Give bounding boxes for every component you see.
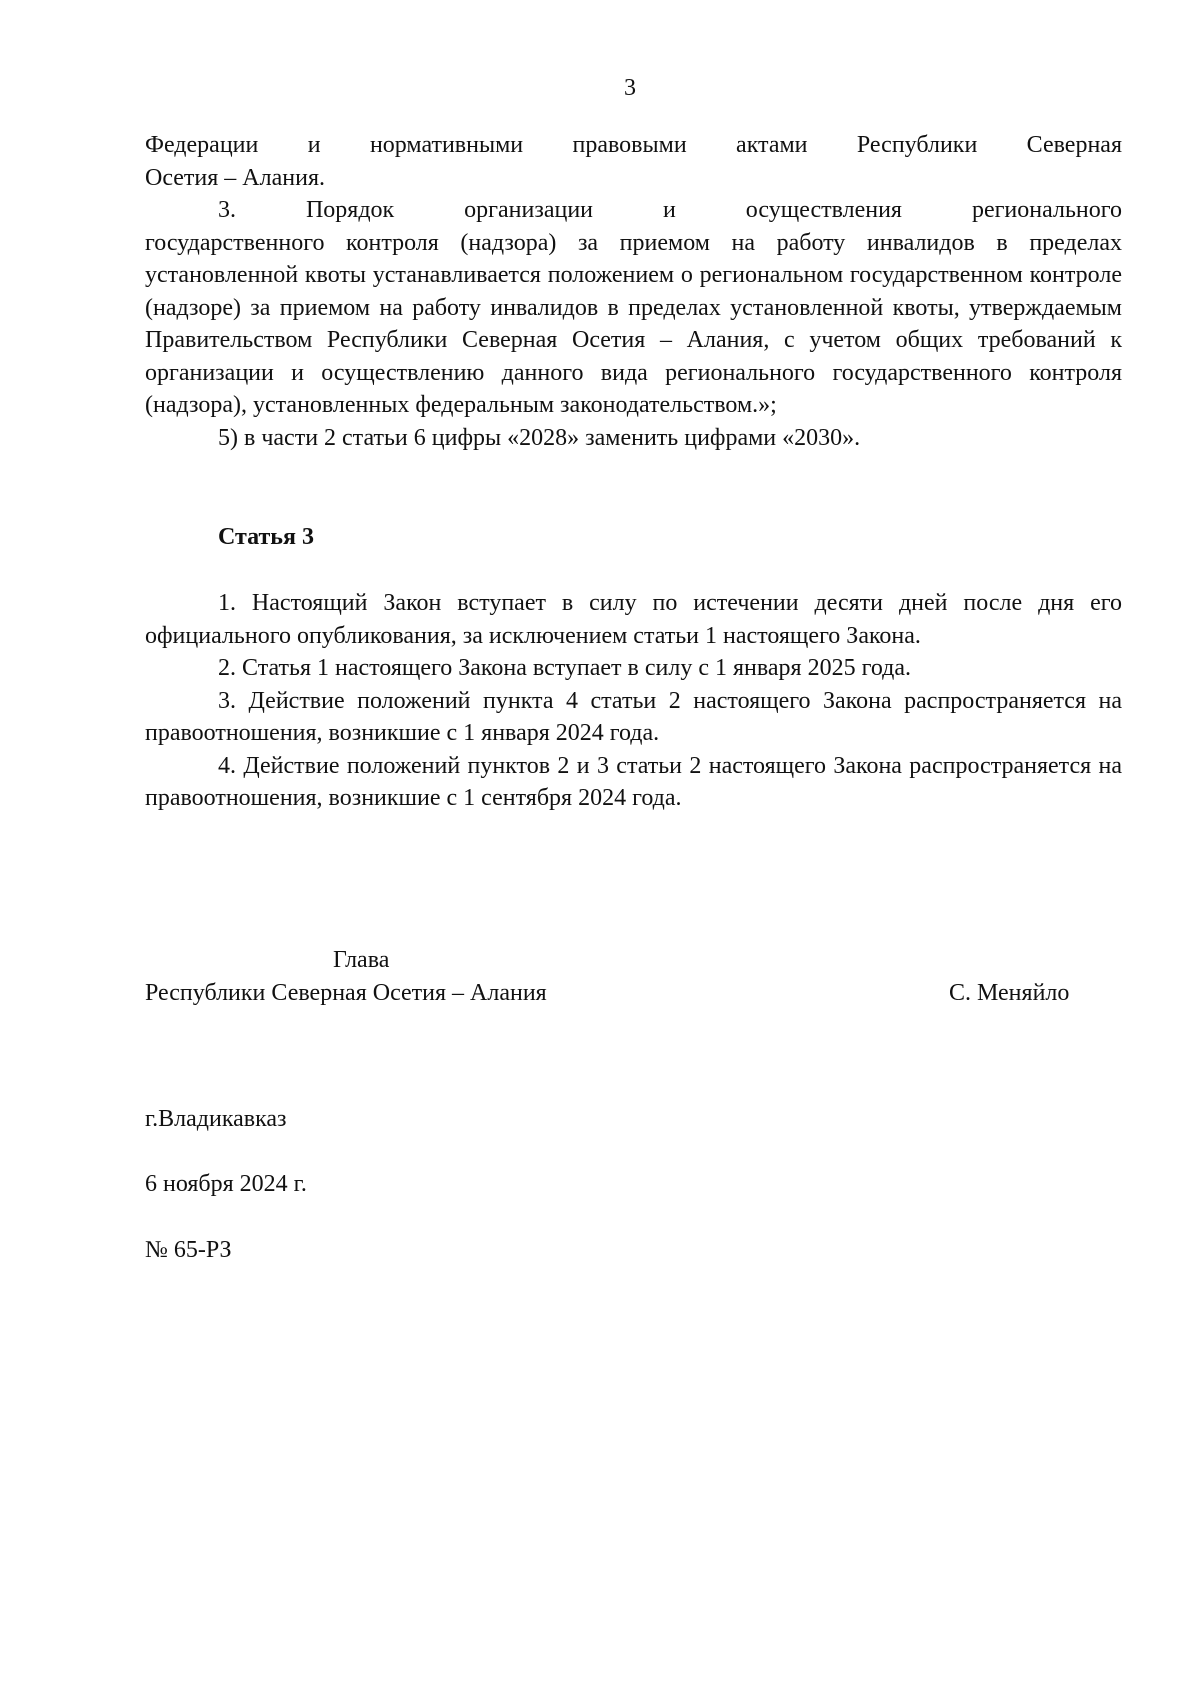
article-3-paragraph-4: 4. Действие положений пунктов 2 и 3 статьи 2 настоящего Закона распространяется на правоотношения, возникшие с 1 сентября 2024 года. (145, 752, 1122, 811)
signature-title: Глава (333, 947, 390, 973)
page-number: 3 (624, 75, 636, 101)
signing-date: 6 ноября 2024 г. (145, 1171, 307, 1197)
article-3-paragraph-3: 3. Действие положений пункта 4 статьи 2 настоящего Закона распространяется на правоотношения, возникшие с 1 января 2024 года. (145, 687, 1122, 746)
continuation-line-1: Федерации и нормативными правовыми актами Республики Северная (145, 132, 1122, 158)
article-3-paragraph-2: 2. Статья 1 настоящего Закона вступает в силу с 1 января 2025 года. (218, 655, 911, 681)
article-3-heading: Статья 3 (218, 524, 314, 550)
item-3-text: государственного контроля (надзора) за приемом на работу инвалидов в пределах установленной квоты устанавливается положением о региональном государственном контроле (надзоре) за приемом на работу инвалидов в пределах установленной квоты, утверждаемым Правительством Республики Северная Осетия – Алания, с учетом общих требований к организации и осуществлению данного вида регионального государственного контроля (надзора), установленных федеральным законодательством.»; (145, 229, 1122, 418)
law-number: № 65-РЗ (145, 1237, 232, 1263)
place-of-signing: г.Владикавказ (145, 1106, 287, 1132)
continuation-line-2: Осетия – Алания. (145, 164, 325, 191)
article-3-paragraph-1: 1. Настоящий Закон вступает в силу по истечении десяти дней после дня его официального опубликования, за исключением статьи 1 настоящего Закона. (145, 590, 1122, 649)
article-3-body (145, 587, 1122, 815)
item-3-first-line: 3. Порядок организации и осуществления регионального (218, 197, 1122, 223)
signature-organization: Республики Северная Осетия – Алания (145, 980, 547, 1006)
document-body (145, 129, 1122, 454)
item-5-text: 5) в части 2 статьи 6 цифры «2028» заменить цифрами «2030». (218, 424, 861, 451)
signatory-name: С. Меняйло (949, 980, 1070, 1006)
